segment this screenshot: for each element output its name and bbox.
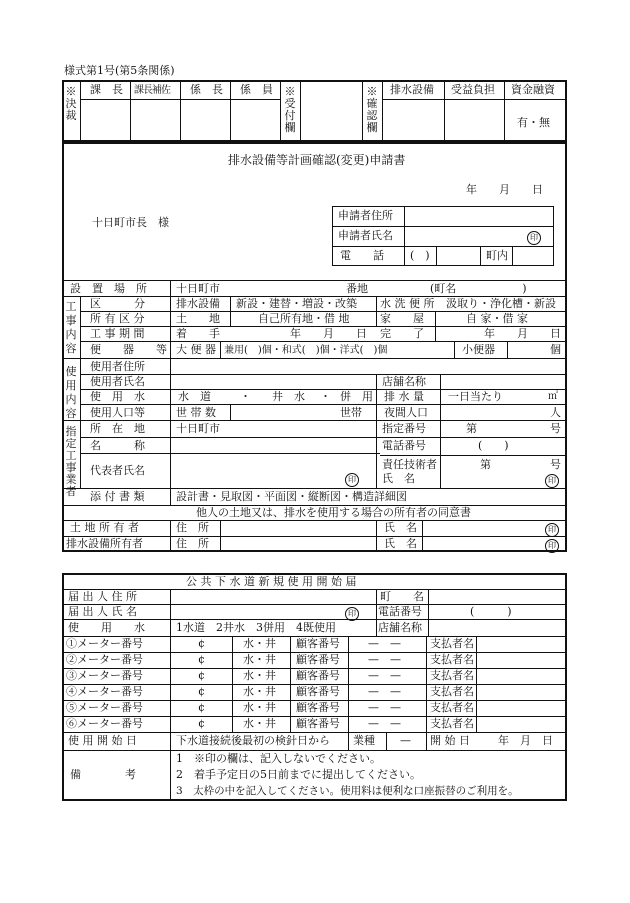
house-label: 家 屋 bbox=[380, 312, 424, 325]
meter-3-dash: — — bbox=[368, 669, 401, 682]
sewer-phone-value: ( ) bbox=[470, 605, 512, 618]
contractor-label: 指定工事業者 bbox=[65, 425, 77, 498]
location-label: 設 置 場 所 bbox=[70, 282, 147, 295]
user-address-label: 使用者住所 bbox=[90, 360, 145, 373]
meter-4-mark: ¢ bbox=[198, 685, 205, 698]
applicant-seal-icon: 印 bbox=[527, 230, 541, 245]
meter-1-mark: ¢ bbox=[198, 637, 205, 650]
meter-5-type: 水・井 bbox=[243, 701, 276, 714]
shop-name-label: 店舗名称 bbox=[382, 375, 426, 388]
period-label: 工 事 期 間 bbox=[90, 327, 145, 340]
land-owner-seal-icon: 印 bbox=[545, 522, 559, 537]
application-title: 排水設備等計画確認(変更)申請書 bbox=[228, 153, 406, 167]
use-start-value: 下水道接続後最初の検針日から bbox=[176, 734, 330, 747]
rep-label: 代表者氏名 bbox=[90, 464, 145, 477]
toilet-types: 兼用( )個・和式( )個・洋式( )個 bbox=[224, 345, 388, 356]
owner-label: 所 有 区 分 bbox=[90, 312, 145, 325]
sewer-water-label: 使 用 水 bbox=[68, 621, 145, 634]
meter-6-dash: — — bbox=[368, 717, 401, 730]
location-lot: 番地 bbox=[346, 282, 368, 295]
user-name-label: 使用者氏名 bbox=[90, 375, 145, 388]
use-start-label: 使 用 開 始 日 bbox=[68, 734, 137, 747]
engineer-prefix: 第 bbox=[480, 458, 491, 471]
meter-2-dash: — — bbox=[368, 653, 401, 666]
meter-3-mark: ¢ bbox=[198, 669, 205, 682]
meter-6-type: 水・井 bbox=[243, 717, 276, 730]
water-sep-1: ・ bbox=[240, 390, 251, 403]
phone-label: 電 話 bbox=[340, 249, 384, 262]
water-label: 使 用 水 bbox=[90, 390, 145, 403]
meter-2-customer: 顧客番号 bbox=[296, 653, 340, 666]
land-owner-label: 土 地 所 有 者 bbox=[70, 521, 139, 534]
note-1: 1 ※印の欄は、記入しないでください。 bbox=[176, 752, 381, 765]
person-unit: 人 bbox=[550, 406, 561, 419]
meter-1-type: 水・井 bbox=[243, 637, 276, 650]
industry-label: 業種 bbox=[353, 734, 375, 747]
location-town: (町名 ) bbox=[430, 282, 527, 295]
reception-mark: ※受付欄 bbox=[284, 85, 296, 134]
approval-mark: ※決裁 bbox=[65, 85, 77, 122]
submitter-address-label: 届 出 人 住 所 bbox=[68, 590, 137, 603]
toilet-unit: 個 bbox=[550, 343, 561, 356]
division-options: 新設・建替・増設・改築 bbox=[236, 297, 357, 310]
designation-label: 指定番号 bbox=[382, 422, 426, 435]
house-options: 自 家・借 家 bbox=[466, 312, 528, 325]
notes-label: 備 考 bbox=[70, 768, 136, 781]
rep-seal-icon: 印 bbox=[345, 472, 359, 487]
sewer-water-options: 1水道 2井水 3併用 4既使用 bbox=[176, 621, 336, 634]
meter-6-mark: ¢ bbox=[198, 717, 205, 730]
meter-5-mark: ¢ bbox=[198, 701, 205, 714]
header-hosa: 課長補佐 bbox=[134, 85, 170, 96]
meter-4-label: ④メーター番号 bbox=[66, 685, 143, 698]
begin-date-label: 開 始 日 bbox=[430, 734, 470, 747]
contractor-address-label: 所 在 地 bbox=[90, 422, 145, 435]
start-label: 着 手 bbox=[176, 327, 220, 340]
addressee: 十日町市長 様 bbox=[92, 216, 169, 229]
facility-owner-seal-icon: 印 bbox=[545, 538, 559, 553]
discharge-label: 排 水 量 bbox=[384, 390, 424, 403]
end-label: 完 了 bbox=[380, 327, 424, 340]
begin-date-value: 年 月 日 bbox=[498, 734, 553, 747]
contractor-address-city: 十日町市 bbox=[176, 422, 220, 435]
header-kacho: 課 長 bbox=[90, 83, 123, 96]
meter-5-payer: 支払者名 bbox=[430, 701, 474, 714]
applicant-address-label: 申請者住所 bbox=[338, 209, 393, 222]
water-sep-2: ・ bbox=[320, 390, 331, 403]
meter-4-dash: — — bbox=[368, 685, 401, 698]
loan-value: 有・無 bbox=[517, 116, 550, 129]
meter-1-customer: 顧客番号 bbox=[296, 637, 340, 650]
sewer-title: 公 共 下 水 道 新 規 使 用 開 始 届 bbox=[186, 575, 357, 588]
engineer-name-label: 氏 名 bbox=[382, 472, 415, 485]
facility-owner-label: 排水設備所有者 bbox=[66, 537, 143, 550]
meter-1-payer: 支払者名 bbox=[430, 637, 474, 650]
discharge-unit: ㎥ bbox=[548, 391, 558, 402]
start-date: 年 月 日 bbox=[290, 327, 367, 340]
note-3: 3 太枠の中を記入してください。使用料は便利な口座振替のご利用を。 bbox=[176, 785, 519, 797]
water-option-2: 井 水 bbox=[272, 390, 305, 403]
sewer-shop-label: 店舗名称 bbox=[378, 621, 422, 634]
flush-label: 水 洗 便 所 bbox=[380, 297, 435, 310]
usage-label: 使用内容 bbox=[65, 365, 77, 420]
town-name-label: 町 名 bbox=[380, 590, 424, 603]
meter-4-payer: 支払者名 bbox=[430, 685, 474, 698]
sewer-phone-label: 電話番号 bbox=[378, 605, 422, 618]
contractor-name-label: 名 称 bbox=[90, 439, 145, 452]
phone-value: ( ) bbox=[410, 249, 430, 262]
meter-6-payer: 支払者名 bbox=[430, 717, 474, 730]
contractor-phone-value: ( ) bbox=[478, 439, 509, 452]
meter-4-customer: 顧客番号 bbox=[296, 685, 340, 698]
toilet-label: 便 器 等 bbox=[90, 343, 167, 356]
meter-5-label: ⑤メーター番号 bbox=[66, 701, 143, 714]
header-beneficiary: 受益負担 bbox=[451, 83, 495, 96]
facility-owner-address: 住 所 bbox=[176, 537, 209, 550]
meter-1-dash: — — bbox=[368, 637, 401, 650]
meter-2-mark: ¢ bbox=[198, 653, 205, 666]
large-toilet-label: 大 便 器 bbox=[176, 343, 216, 356]
attach-label: 添 付 書 類 bbox=[90, 490, 145, 503]
meter-4-type: 水・井 bbox=[243, 685, 276, 698]
land-owner-name: 氏 名 bbox=[384, 521, 417, 534]
small-toilet-label: 小便器 bbox=[462, 343, 495, 356]
header-loan: 資金融資 bbox=[511, 83, 555, 96]
meter-3-customer: 顧客番号 bbox=[296, 669, 340, 682]
division-value: 排水設備 bbox=[176, 297, 220, 310]
meter-2-payer: 支払者名 bbox=[430, 653, 474, 666]
header-kakaricho: 係 長 bbox=[190, 83, 223, 96]
meter-2-label: ②メーター番号 bbox=[66, 653, 143, 666]
header-kakariin: 係 員 bbox=[240, 83, 273, 96]
meter-3-type: 水・井 bbox=[243, 669, 276, 682]
meter-3-payer: 支払者名 bbox=[430, 669, 474, 682]
meter-5-dash: — — bbox=[368, 701, 401, 714]
meter-3-label: ③メーター番号 bbox=[66, 669, 143, 682]
flush-options: 汲取り・浄化槽・新設 bbox=[446, 297, 556, 310]
water-option-1: 水 道 bbox=[178, 390, 211, 403]
note-2: 2 着手予定日の5日前までに提出してください。 bbox=[176, 768, 421, 781]
households-label: 世 帯 数 bbox=[176, 406, 216, 419]
land-options: 自己所有地・借 地 bbox=[258, 312, 350, 325]
consent-title: 他人の土地又は、排水を使用する場合の所有者の同意書 bbox=[196, 506, 471, 519]
meter-6-label: ⑥メーター番号 bbox=[66, 717, 143, 730]
night-label: 夜間人口 bbox=[384, 406, 428, 419]
engineer-suffix: 号 bbox=[550, 458, 561, 471]
construction-label: 工事内容 bbox=[65, 300, 77, 355]
applicant-name-label: 申請者氏名 bbox=[338, 229, 393, 242]
engineer-label: 責任技術者 bbox=[382, 458, 437, 471]
location-city: 十日町市 bbox=[176, 282, 220, 295]
form-number: 様式第1号(第5条関係) bbox=[64, 64, 175, 77]
facility-owner-name: 氏 名 bbox=[384, 537, 417, 550]
engineer-seal-icon: 印 bbox=[545, 473, 559, 488]
designation-prefix: 第 bbox=[466, 422, 477, 435]
industry-dash: — bbox=[400, 734, 411, 747]
designation-suffix: 号 bbox=[550, 422, 561, 435]
application-date: 年 月 日 bbox=[466, 183, 543, 196]
contractor-phone-label: 電話番号 bbox=[382, 439, 426, 452]
meter-1-label: ①メーター番号 bbox=[66, 637, 143, 650]
meter-2-type: 水・井 bbox=[243, 653, 276, 666]
attach-value: 設計書・見取図・平面図・縦断図・構造詳細図 bbox=[176, 490, 407, 503]
division-label: 区 分 bbox=[90, 297, 145, 310]
land-label: 土 地 bbox=[176, 312, 220, 325]
water-option-3: 併 用 bbox=[340, 390, 373, 403]
discharge-value: 一日当たり bbox=[448, 390, 503, 403]
submitter-name-label: 届 出 人 氏 名 bbox=[68, 605, 137, 618]
end-date: 年 月 日 bbox=[484, 327, 561, 340]
users-label: 使用人口等 bbox=[90, 406, 145, 419]
confirm-mark: ※確認欄 bbox=[366, 85, 378, 134]
meter-6-customer: 顧客番号 bbox=[296, 717, 340, 730]
header-drainage: 排水設備 bbox=[390, 83, 434, 96]
submitter-seal-icon: 印 bbox=[345, 606, 359, 621]
town-label: 町内 bbox=[486, 249, 508, 262]
household-unit: 世帯 bbox=[340, 406, 362, 419]
land-owner-address: 住 所 bbox=[176, 521, 209, 534]
meter-5-customer: 顧客番号 bbox=[296, 701, 340, 714]
